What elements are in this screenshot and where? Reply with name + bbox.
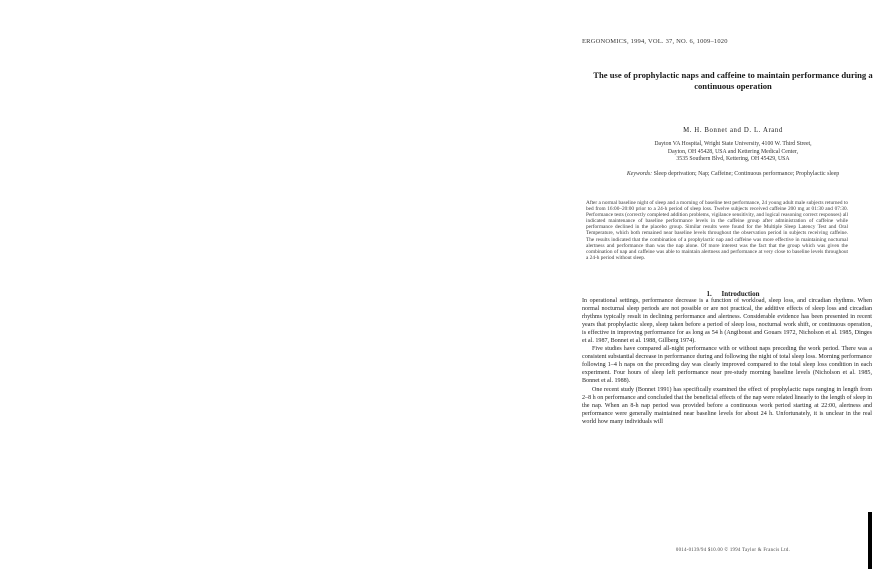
section-number: 1. bbox=[706, 290, 712, 298]
affiliation-line: 3535 Southern Blvd, Kettering, OH 45429, USA bbox=[676, 156, 790, 163]
body-paragraph: Five studies have compared all-night performance with or without naps preceding the work period. There was a consistent substantial decrease in performance during and following the night of total sleep loss. Morning performance following 1–4 h naps on the preceding day was clearly improved compared to the total sleep loss condition in each experiment. Four hours of sleep left performance near pre-study morning baseline levels (Nicholson et al. 1985, Bonnet et al. 1988). bbox=[582, 346, 872, 385]
copyright-footer: 0014-0139/94 $10.00 © 1994 Taylor & Francis Ltd. bbox=[675, 548, 791, 553]
keywords bbox=[592, 171, 874, 179]
affiliation-line: Dayton VA Hospital, Wright State University, 4100 W. Third Street, bbox=[654, 141, 812, 147]
body-paragraph: One recent study (Bonnet 1991) has specifically examined the effect of prophylactic naps ranging in length from 2–8 h on performance and concluded that the beneficial effects of the nap were related linearly to the length of sleep in the nap. When an 8-h nap period was provided before a continuous work period starting at 22:00, alertness and performance were generally maintained near baseline levels for about 24 h. Unfortunately, it is unclear in the real world how many individuals will bbox=[582, 386, 872, 425]
body-paragraph: In operational settings, performance decrease is a function of workload, sleep loss, and circadian rhythms. When normal nocturnal sleep periods are not possible or are not practical, the additive effects of sleep loss and circadian rhythms typically result in declining performance and alertness. Considerable evidence has been presented in recent years that prophylactic sleep, sleep taken before a period of sleep loss, nocturnal work shift, or continuous operation, is effective in improving performance for as long as 54 h (Angiboust and Gouars 1972, Nicholson et al. 1985, Dinges et al. 1987, Bonnet et al. 1988, Gillberg 1974). bbox=[582, 298, 872, 345]
body-text bbox=[582, 297, 872, 426]
abstract: After a normal baseline night of sleep and a morning of baseline test performance, 24 young adult male subjects returned to bed from 16:00–20:00 prior to a 24-h period of sleep loss. Twelve subjects received caffeine 200 mg at 01:30 and 07:30. Performance tests (correctly completed addition problems, vigilance sensitivity, and logical reasoning correct responses) all indicated maintenance of baseline performance levels in the caffeine group after administration of caffeine while performance declined in the placebo group. Similar results were found for the Multiple Sleep Latency Test and Oral Temperature, which both remained near baseline levels throughout the observation period in subjects receiving caffeine. The results indicated that the combination of a prophylactic nap and caffeine was more effective in maintaining nocturnal alertness and performance than was the nap alone. Of more interest was the fact that the group which was given the combination of nap and caffeine was able to maintain alertness and performance at very close to baseline levels throughout a 24-h period without sleep. bbox=[586, 200, 848, 261]
scan-edge-mark bbox=[868, 512, 872, 569]
authors: M. H. Bonnet and D. L. Arand bbox=[683, 127, 783, 134]
running-head: ERGONOMICS, 1994, VOL. 37, NO. 6, 1009–1020 bbox=[582, 38, 728, 45]
affiliation-line: Dayton, OH 45428, USA and Kettering Medical Center, bbox=[667, 148, 799, 155]
section-title: Introduction bbox=[721, 290, 760, 298]
keywords-label: Keywords: bbox=[626, 171, 653, 177]
keywords-text: Sleep deprivation; Nap; Caffeine; Continuous performance; Prophylactic sleep bbox=[653, 171, 840, 177]
article-title: The use of prophylactic naps and caffeine to maintain performance during a continuous operation bbox=[593, 70, 873, 91]
affiliation bbox=[592, 141, 874, 164]
